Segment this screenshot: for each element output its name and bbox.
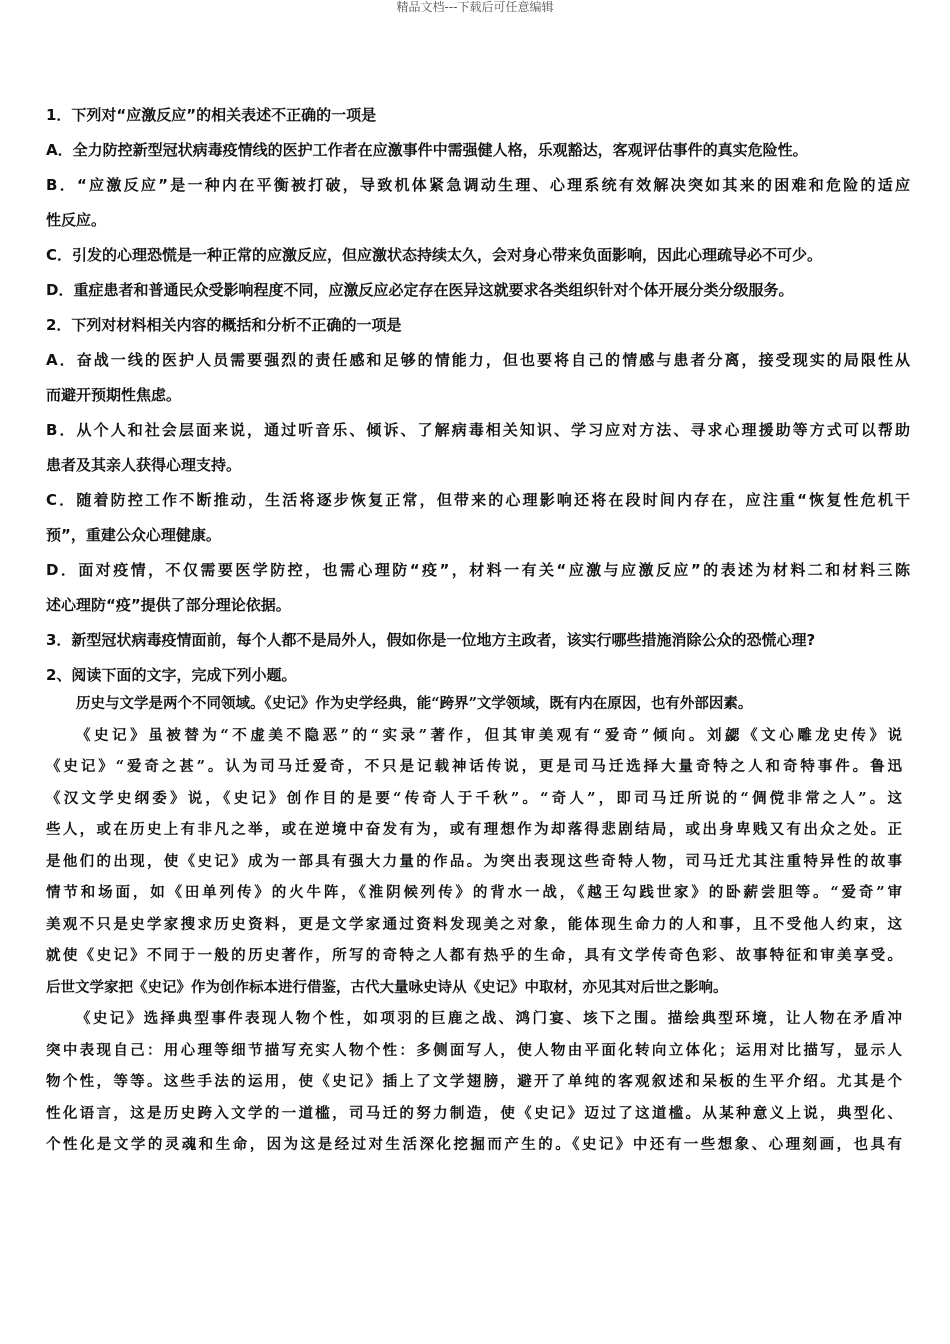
question-2-option-d: D．面对疫情，不仅需要医学防控，也需心理防“疫”，材料一有关“应激与应激反应”的表述为材料二和材料三陈	[46, 561, 910, 579]
passage-line: 物个性，等等。这些手法的运用，使《史记》插上了文学翅膀，避开了单纯的客观叙述和呆板的生平介绍。尤其是个	[46, 1073, 902, 1090]
question-2-option-b: B．从个人和社会层面来说，通过听音乐、倾诉、了解病毒相关知识、学习应对方法、寻求心理援助等方式可以帮助	[46, 421, 910, 439]
question-2-option-d-cont: 述心理防“疫”提供了部分理论依据。	[46, 596, 291, 614]
question-1-stem: 1．下列对“应激反应”的相关表述不正确的一项是	[46, 106, 377, 124]
reading-passage	[46, 688, 902, 1161]
question-3-stem: 3．新型冠状病毒疫情面前，每个人都不是局外人，假如你是一位地方主政者，该实行哪些措施消除公众的恐慌心理?	[46, 631, 816, 649]
question-2-option-b-cont: 患者及其亲人获得心理支持。	[46, 456, 242, 474]
passage-line: 突中表现自己：用心理等细节描写充实人物个性：多侧面写人，使人物由平面化转向立体化；运用对比描写，显示人	[46, 1041, 902, 1059]
question-1-option-b-cont: 性反应。	[46, 211, 107, 229]
passage-line: 后世文学家把《史记》作为创作标本进行借鉴，古代大量咏史诗从《史记》中取材，亦见其对后世之影响。	[46, 978, 728, 996]
question-1-option-c: C．引发的心理恐慌是一种正常的应激反应，但应激状态持续太久，会对身心带来负面影响，因此心理疏导必不可少。	[46, 246, 823, 264]
passage-line: 个性化是文学的灵魂和生命，因为这是经过对生活深化挖掘而产生的。《史记》中还有一些想象、心理刻画，也具有	[46, 1136, 902, 1153]
passage-line: 是他们的出现，使《史记》成为一部具有强大力量的作品。为突出表现这些奇特人物，司马迁尤其注重特异性的故事	[46, 852, 902, 870]
question-1-option-b: B．“应激反应”是一种内在平衡被打破，导致机体紧急调动生理、心理系统有效解决突如其来的困难和危险的适应	[46, 176, 910, 194]
passage-line: 性化语言，这是历史跨入文学的一道槛，司马迁的努力制造，使《史记》迈过了这道槛。从某种意义上说，典型化、	[46, 1104, 902, 1122]
passage-line: 历史与文学是两个不同领域。《史记》作为史学经典，能“跨界”文学领域，既有内在原因，也有外部因素。	[76, 695, 753, 712]
passage-line: 《史记》虽被替为“不虚美不隐恶”的“实录”著作，但其审美观有“爱奇”倾向。刘勰《文心雕龙史传》说	[76, 726, 902, 744]
question-2-option-a-cont: 而避开预期性焦虑。	[46, 386, 182, 404]
passage-line: 《史记》“爱奇之甚”。认为司马迁爱奇，不只是记载神话传说，更是司马迁选择大量奇特之人和奇特事件。鲁迅	[46, 758, 902, 775]
passage-line: 《汉文学史纲委》说，《史记》创作目的是要“传奇人于千秋”。“奇人”，即司马迁所说的“倜傥非常之人”。这	[46, 789, 902, 807]
passage-line: 就使《史记》不同于一般的历史著作，所写的奇特之人都有热乎的生命，具有文学传奇色彩、故事特征和审美享受。	[46, 947, 902, 964]
passage-line: 情节和场面，如《田单列传》的火牛阵，《淮阴候列传》的背水一战，《越王勾践世家》的卧薪尝胆等。“爱奇”审	[46, 884, 902, 901]
question-2-option-c: C．随着防控工作不断推动，生活将逐步恢复正常，但带来的心理影响还将在段时间内存在，应注重“恢复性危机干	[46, 491, 910, 509]
question-section	[46, 98, 910, 693]
passage-line: 《史记》选择典型事件表现人物个性，如项羽的巨鹿之战、鸿门宴、垓下之围。描绘典型环境，让人物在矛盾冲	[76, 1010, 902, 1027]
section-2-heading: 2、阅读下面的文字，完成下列小题。	[46, 666, 297, 684]
question-1-option-d: D．重症患者和普通民众受影响程度不同，应激反应必定存在医异这就要求各类组织针对个体开展分类分级服务。	[46, 281, 794, 299]
question-2-option-a: A．奋战一线的医护人员需要强烈的责任感和足够的情能力，但也要将自己的情感与患者分离，接受现实的局限性从	[46, 351, 910, 369]
passage-line: 美观不只是史学家搜求历史资料，更是文学家通过资料发现美之对象，能体现生命力的人和事，且不受他人约束，这	[46, 915, 902, 933]
question-1-option-a: A．全力防控新型冠状病毒疫情线的医护工作者在应激事件中需强健人格，乐观豁达，客观评估事件的真实危险性。	[46, 141, 808, 159]
page-header: 精品文档---下载后可任意编辑	[396, 0, 554, 14]
question-2-option-c-cont: 预”，重建公众心理健康。	[46, 526, 221, 544]
passage-line: 些人，或在历史上有非凡之举，或在逆境中奋发有为，或有理想作为却落得悲剧结局，或出身卑贱又有出众之处。正	[46, 821, 902, 838]
question-2-stem: 2．下列对材料相关内容的概括和分析不正确的一项是	[46, 316, 402, 334]
